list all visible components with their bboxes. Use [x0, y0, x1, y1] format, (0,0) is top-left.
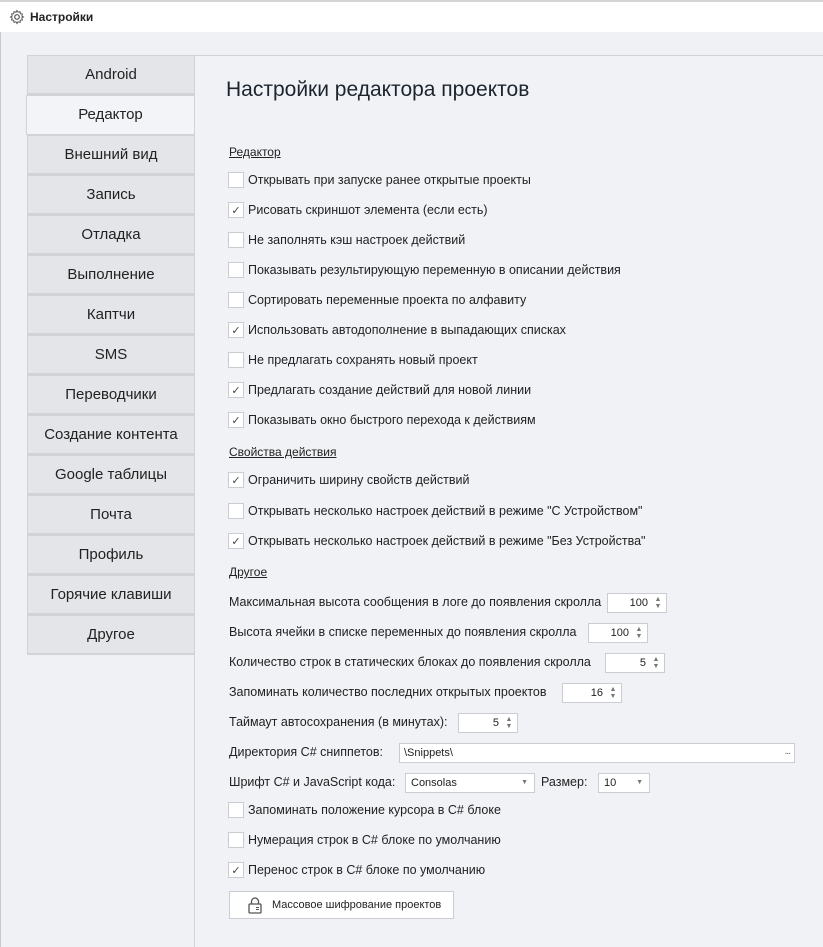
- checkbox-quick-jump-window[interactable]: [228, 411, 536, 429]
- settings-window: [0, 32, 823, 947]
- checkbox[interactable]: [228, 172, 244, 188]
- chevron-down-icon: ▼: [636, 779, 643, 786]
- checkbox-line-numbers[interactable]: [228, 831, 501, 849]
- spin-up-icon[interactable]: ▲: [654, 596, 662, 603]
- checkmark-icon[interactable]: ✓: [228, 202, 244, 218]
- spin-down-icon[interactable]: ▼: [654, 603, 662, 610]
- checkbox-label: Предлагать создание действий для новой линии: [248, 383, 532, 397]
- checkbox-label: Показывать результирующую переменную в описании действия: [248, 263, 621, 277]
- checkbox-remember-cursor[interactable]: [228, 801, 501, 819]
- checkmark-icon[interactable]: ✓: [228, 533, 244, 549]
- checkbox-label: Открывать несколько настроек действий в режиме "Без Устройства": [248, 534, 646, 548]
- checkbox-label: Нумерация строк в C# блоке по умолчанию: [248, 833, 501, 847]
- nav-item-execution[interactable]: Выполнение: [27, 255, 195, 295]
- chevron-down-icon: ▼: [521, 779, 528, 786]
- checkmark-icon[interactable]: ✓: [228, 472, 244, 488]
- checkbox-label: Использовать автодополнение в выпадающих списках: [248, 323, 566, 337]
- spin-down-icon[interactable]: ▼: [635, 633, 643, 640]
- checkbox-no-action-cache[interactable]: [228, 231, 465, 249]
- checkbox[interactable]: [228, 232, 244, 248]
- spin-down-icon[interactable]: ▼: [609, 693, 617, 700]
- checkbox-limit-props-width[interactable]: [228, 471, 469, 489]
- spin-down-icon[interactable]: ▼: [505, 723, 513, 730]
- window-title: Настройки: [30, 10, 94, 24]
- checkbox-label: Рисовать скриншот элемента (если есть): [248, 203, 488, 217]
- checkbox-label: Перенос строк в C# блоке по умолчанию: [248, 863, 486, 877]
- checkbox-label: Показывать окно быстрого перехода к действиям: [248, 413, 536, 427]
- checkmark-icon[interactable]: ✓: [228, 322, 244, 338]
- spin-up-icon[interactable]: ▲: [652, 656, 660, 663]
- mass-encrypt-label: Массовое шифрование проектов: [272, 899, 442, 911]
- snippets-dir-input[interactable]: [399, 743, 795, 763]
- checkbox-label: Ограничить ширину свойств действий: [248, 473, 470, 487]
- checkbox[interactable]: [228, 802, 244, 818]
- label-variable-cell-height: Высота ячейки в списке переменных до появления скролла: [229, 625, 577, 639]
- checkbox-label: Открывать несколько настроек действий в режиме "С Устройством": [248, 504, 643, 518]
- label-font-size: Размер:: [541, 775, 588, 789]
- checkbox-autocomplete-dropdowns[interactable]: [228, 321, 566, 339]
- code-font-select[interactable]: [405, 773, 535, 793]
- checkbox-multi-settings-with-device[interactable]: [228, 502, 642, 520]
- nav-item-editor[interactable]: Редактор: [26, 95, 195, 135]
- page-title: Настройки редактора проектов: [226, 78, 530, 101]
- code-font-value: Consolas: [411, 777, 457, 789]
- label-recent-projects-count: Запоминать количество последних открытых проектов: [229, 685, 547, 699]
- checkbox-label: Сортировать переменные проекта по алфавиту: [248, 293, 527, 307]
- checkbox-word-wrap[interactable]: [228, 861, 485, 879]
- checkmark-icon[interactable]: ✓: [228, 382, 244, 398]
- stepper-value: 5: [639, 657, 646, 669]
- label-snippets-dir: Директория C# сниппетов:: [229, 745, 383, 759]
- nav-item-other[interactable]: Другое: [27, 615, 195, 655]
- nav-item-hotkeys[interactable]: Горячие клавиши: [27, 575, 195, 615]
- variable-cell-height-stepper[interactable]: [588, 623, 648, 643]
- checkbox-label: Открывать при запуске ранее открытые проекты: [248, 173, 531, 187]
- nav-item-profile[interactable]: Профиль: [27, 535, 195, 575]
- checkbox[interactable]: [228, 292, 244, 308]
- settings-nav: [27, 55, 195, 655]
- spin-down-icon[interactable]: ▼: [652, 663, 660, 670]
- checkbox[interactable]: [228, 352, 244, 368]
- mass-encrypt-projects-button[interactable]: [229, 891, 454, 919]
- label-static-block-rows: Количество строк в статических блоках до появления скролла: [229, 655, 591, 669]
- max-log-height-stepper[interactable]: [607, 593, 667, 613]
- lock-icon: [248, 897, 262, 914]
- window-titlebar: [0, 2, 823, 32]
- checkbox[interactable]: [228, 262, 244, 278]
- checkbox-suggest-actions-new-line[interactable]: [228, 381, 531, 399]
- checkmark-icon[interactable]: ✓: [228, 862, 244, 878]
- spin-up-icon[interactable]: ▲: [635, 626, 643, 633]
- label-autosave-timeout: Таймаут автосохранения (в минутах):: [229, 715, 448, 729]
- label-code-font: Шрифт C# и JavaScript кода:: [229, 775, 396, 789]
- stepper-value: 100: [629, 597, 648, 609]
- section-editor-title: Редактор: [229, 145, 281, 159]
- checkbox-label: Не заполнять кэш настроек действий: [248, 233, 466, 247]
- spin-up-icon[interactable]: ▲: [505, 716, 513, 723]
- nav-item-translators[interactable]: Переводчики: [27, 375, 195, 415]
- recent-projects-stepper[interactable]: [562, 683, 622, 703]
- nav-item-appearance[interactable]: Внешний вид: [27, 135, 195, 175]
- static-block-rows-stepper[interactable]: [605, 653, 665, 673]
- snippets-dir-value: \Snippets\: [404, 747, 453, 759]
- nav-item-content-creation[interactable]: Создание контента: [27, 415, 195, 455]
- checkbox-show-result-variable[interactable]: [228, 261, 621, 279]
- nav-item-captcha[interactable]: Каптчи: [27, 295, 195, 335]
- nav-item-google-sheets[interactable]: Google таблицы: [27, 455, 195, 495]
- gear-icon: [9, 9, 25, 25]
- font-size-value: 10: [604, 777, 617, 789]
- checkbox-sort-variables[interactable]: [228, 291, 526, 309]
- settings-content: [194, 55, 823, 947]
- nav-item-mail[interactable]: Почта: [27, 495, 195, 535]
- checkbox-multi-settings-without-device[interactable]: [228, 532, 645, 550]
- checkbox[interactable]: [228, 503, 244, 519]
- checkbox-draw-element-screenshot[interactable]: [228, 201, 488, 219]
- checkbox-no-save-prompt[interactable]: [228, 351, 478, 369]
- checkmark-icon[interactable]: ✓: [228, 412, 244, 428]
- checkbox-open-previous-projects[interactable]: [228, 171, 531, 189]
- nav-item-sms[interactable]: SMS: [27, 335, 195, 375]
- checkbox-label: Запоминать положение курсора в C# блоке: [248, 803, 501, 817]
- autosave-timeout-stepper[interactable]: [458, 713, 518, 733]
- checkbox-label: Не предлагать сохранять новый проект: [248, 353, 478, 367]
- label-max-log-height: Максимальная высота сообщения в логе до появления скролла: [229, 595, 602, 609]
- section-action-props-title: Свойства действия: [229, 445, 337, 459]
- nav-item-android[interactable]: Android: [27, 55, 195, 95]
- nav-item-debugging[interactable]: Отладка: [27, 215, 195, 255]
- checkbox[interactable]: [228, 832, 244, 848]
- font-size-select[interactable]: [598, 773, 650, 793]
- section-other-title: Другое: [229, 565, 268, 579]
- stepper-value: 16: [590, 687, 603, 699]
- browse-button[interactable]: ...: [784, 746, 790, 757]
- nav-item-recording[interactable]: Запись: [27, 175, 195, 215]
- stepper-value: 5: [492, 717, 499, 729]
- spin-up-icon[interactable]: ▲: [609, 686, 617, 693]
- stepper-value: 100: [610, 627, 629, 639]
